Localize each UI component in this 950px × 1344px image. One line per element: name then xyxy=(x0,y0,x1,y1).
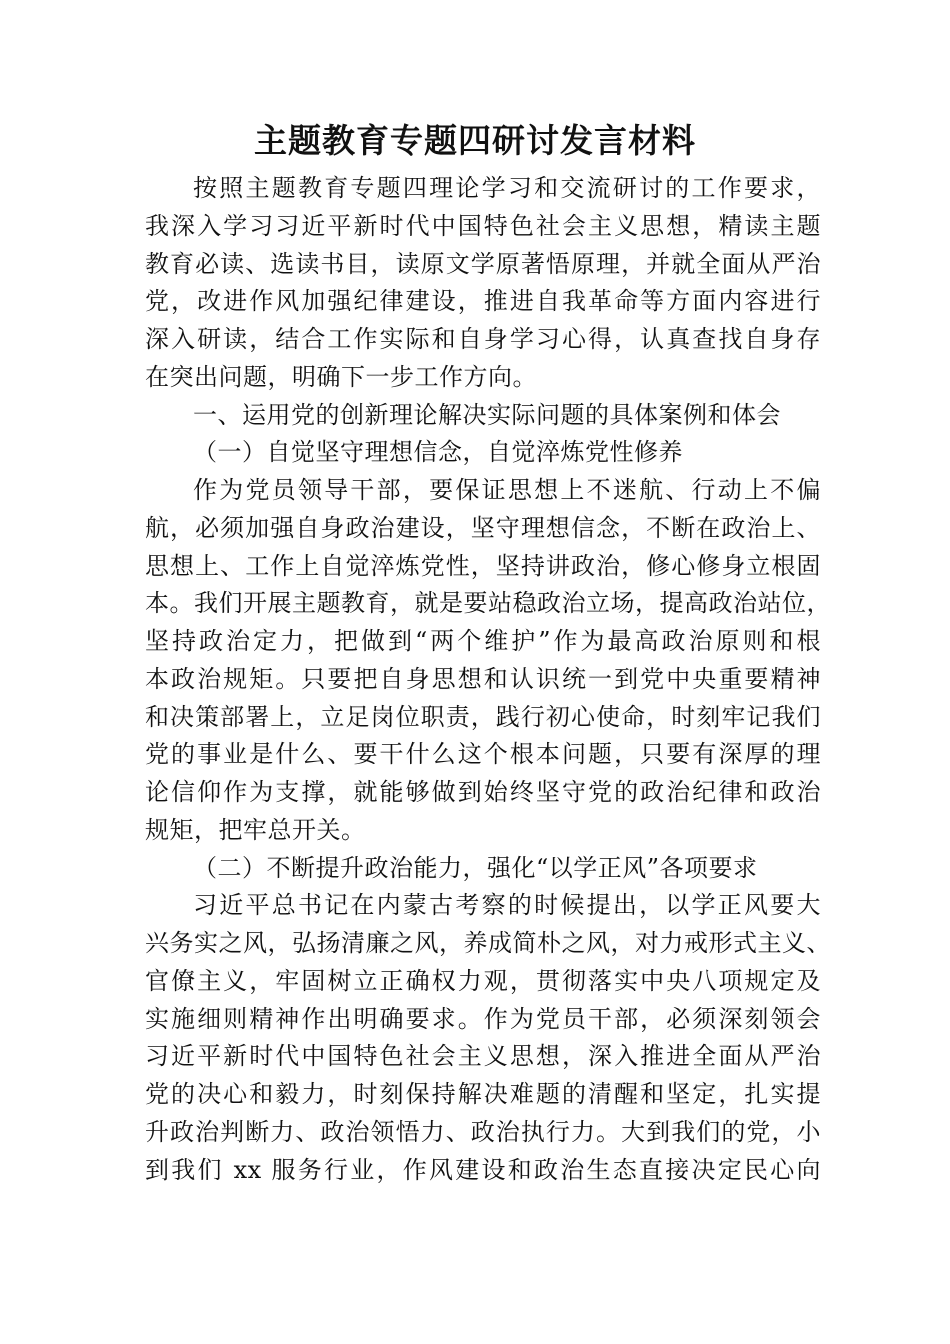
body-line: 兴务实之风，弘扬清廉之风，养成简朴之风，对力戒形式主义、 xyxy=(145,929,831,957)
body-line: 在突出问题，明确下一步工作方向。 xyxy=(145,362,537,391)
body-line: 习近平总书记在内蒙古考察的时候提出，以学正风要大 xyxy=(193,891,821,920)
body-line: 本。我们开展主题教育，就是要站稳政治立场，提高政治站位， xyxy=(145,589,831,618)
body-line: 坚持政治定力，把做到“两个维护”作为最高政治原则和根 xyxy=(145,627,821,655)
body-line: 习近平新时代中国特色社会主义思想，深入推进全面从严治 xyxy=(145,1042,821,1071)
body-line: 党的事业是什么、要干什么这个根本问题，只要有深厚的理 xyxy=(145,740,821,769)
body-line: 升政治判断力、政治领悟力、政治执行力。大到我们的党，小 xyxy=(145,1117,821,1146)
document-body xyxy=(145,170,831,1189)
body-line: 党，改进作风加强纪律建设，推进自我革命等方面内容进行 xyxy=(145,287,821,316)
section-heading: 一、运用党的创新理论解决实际问题的具体案例和体会 xyxy=(193,400,781,429)
body-line: 到我们 xx 服务行业，作风建设和政治生态直接决定民心向 xyxy=(145,1155,821,1184)
body-line: 党的决心和毅力，时刻保持解决难题的清醒和坚定，扎实提 xyxy=(145,1080,821,1108)
body-line: 深入研读，结合工作实际和自身学习心得，认真查找自身存 xyxy=(145,325,821,353)
subsection-heading: （二）不断提升政治能力，强化“以学正风”各项要求 xyxy=(193,853,758,882)
body-line: 我深入学习习近平新时代中国特色社会主义思想，精读主题 xyxy=(145,211,821,240)
body-line: 官僚主义，牢固树立正确权力观，贯彻落实中央八项规定及 xyxy=(145,966,821,995)
body-line: 规矩，把牢总开关。 xyxy=(145,815,366,844)
body-line: 航，必须加强自身政治建设，坚守理想信念，不断在政治上、 xyxy=(145,513,821,542)
document-title: 主题教育专题四研讨发言材料 xyxy=(254,121,696,160)
body-line: 论信仰作为支撑，就能够做到始终坚守党的政治纪律和政治 xyxy=(145,778,821,806)
body-line: 本政治规矩。只要把自身思想和认识统一到党中央重要精神 xyxy=(145,664,821,693)
body-line: 按照主题教育专题四理论学习和交流研讨的工作要求， xyxy=(193,174,821,202)
subsection-heading: （一）自觉坚守理想信念，自觉淬炼党性修养 xyxy=(193,438,683,467)
body-line: 实施细则精神作出明确要求。作为党员干部，必须深刻领会 xyxy=(145,1004,821,1033)
body-line: 思想上、工作上自觉淬炼党性，坚持讲政治，修心修身立根固 xyxy=(145,551,821,580)
body-line: 和决策部署上，立足岗位职责，践行初心使命，时刻牢记我们 xyxy=(145,702,821,731)
body-line: 教育必读、选读书目，读原文学原著悟原理，并就全面从严治 xyxy=(145,249,821,278)
body-line: 作为党员领导干部，要保证思想上不迷航、行动上不偏 xyxy=(193,476,821,504)
